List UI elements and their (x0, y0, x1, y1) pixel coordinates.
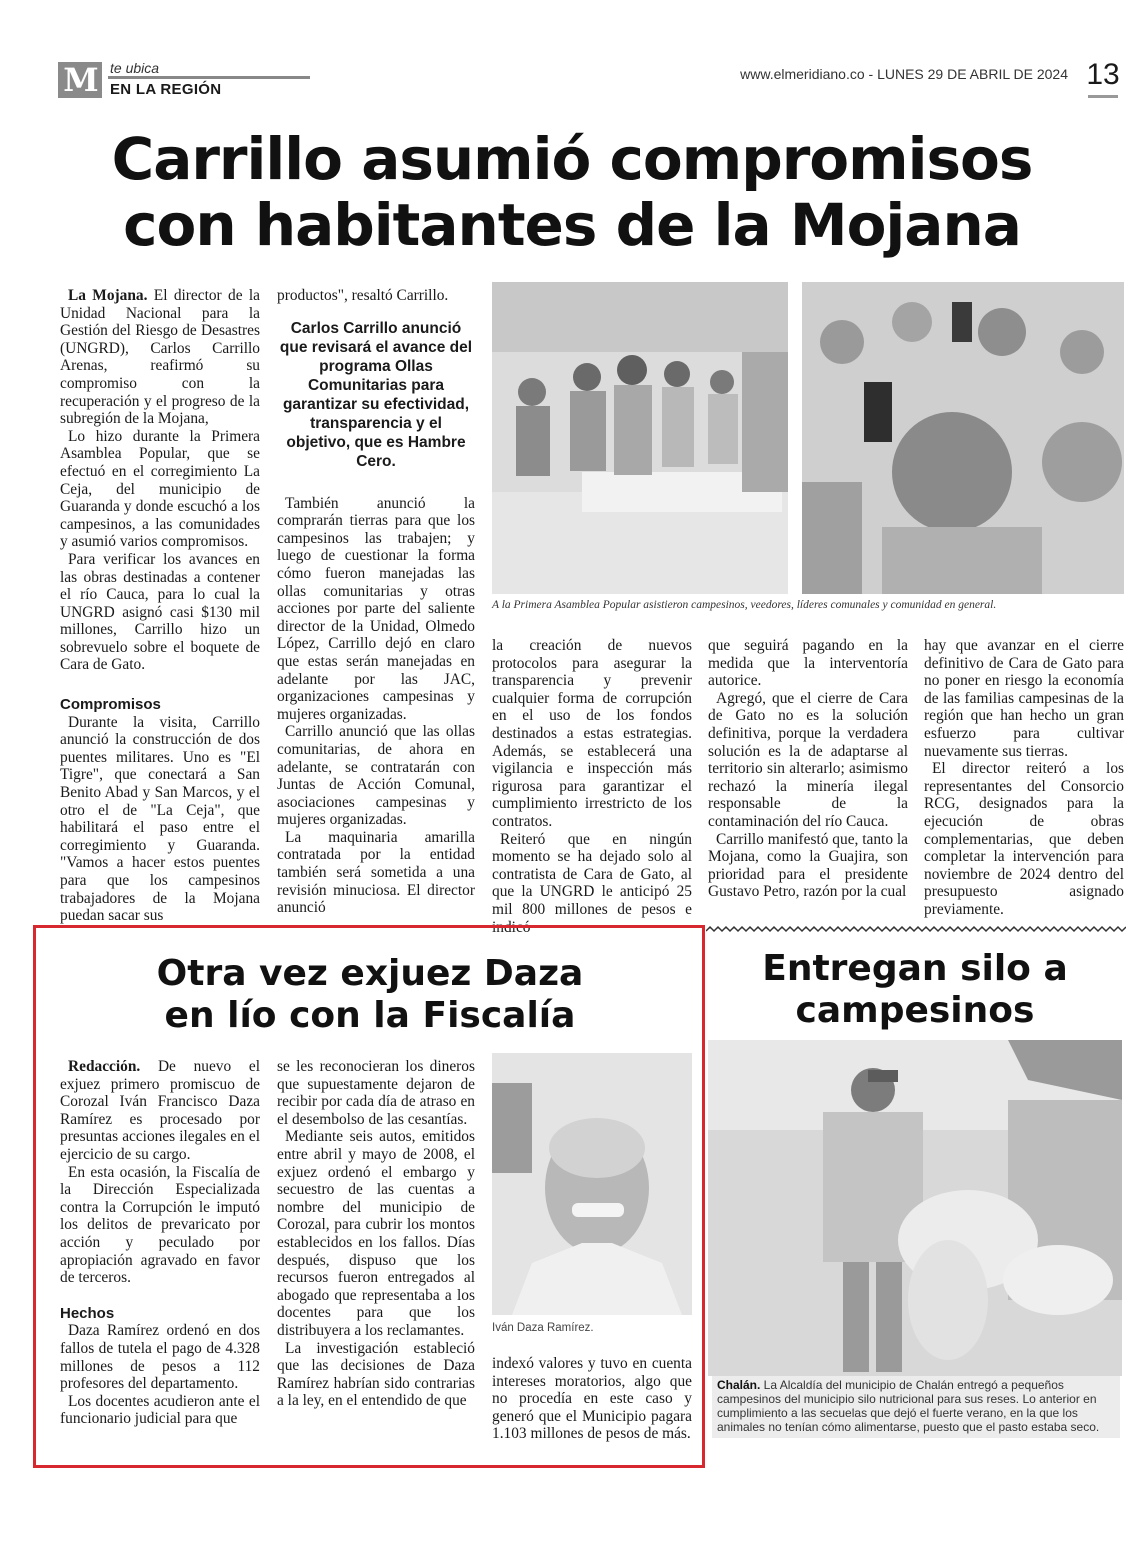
dateline: Chalán. (717, 1378, 761, 1392)
daza-headline-line2: en lío con la Fiscalía (164, 995, 576, 1036)
dateline: Redacción. (68, 1058, 141, 1075)
daza-headline (40, 953, 700, 1037)
paragraph: se les reconocieran los dineros que supuestamente dejaron de recibir por cada día de atraso en el desembolso de las cesantías. (277, 1058, 475, 1128)
assembly-photo-1-image (492, 282, 788, 594)
paragraph: También anunció la comprarán tierras para que los campesinos las trabajen; y luego de cuestionar la forma cómo fueron manejadas las ollas comunitarias y otras acciones por parte del saliente director de la Unidad, Olmedo López, Carrillo dejó en claro que estas serán manejadas en adelante por las JAC, organizaciones campesinas y mujeres organizadas. (277, 494, 475, 723)
paragraph (60, 287, 260, 428)
section-rule (108, 76, 310, 79)
main-article-col3 (492, 637, 692, 936)
subhead: Hechos (60, 1304, 115, 1322)
assembly-photo-1 (492, 282, 788, 594)
main-headline-line2: con habitantes de la Mojana (123, 191, 1021, 259)
paragraph-text: De nuevo el exjuez primero promiscuo de Corozal Iván Francisco Daza Ramírez es procesado por presuntas acciones ilegales en el ejercicio de su cargo. (60, 1058, 260, 1163)
paragraph: productos", resaltó Carrillo. (277, 287, 449, 304)
paragraph: Durante la visita, Carrillo anunció la construcción de dos puentes militares. Uno es "El Tigre", que conectará a San Benito Abad y San Marcos, y el otro el de "La Ceja", que habilitará el paso entre el corregimiento y Guaranda. "Vamos a hacer estos puentes para que los campesinos trabajadores de la Mojana puedan sacar sus (60, 713, 260, 925)
paragraph: Reiteró que en ningún momento se ha dejado solo al contratista de Cara de Gato, al que la UNGRD le anticipó 25 mil 800 millones de pesos e indicó (492, 830, 692, 936)
main-headline (30, 126, 1114, 258)
silo-caption (712, 1376, 1120, 1438)
main-article-col5 (924, 637, 1124, 919)
paragraph: indexó valores y tuvo en cuenta intereses moratorios, algo que no procedía en este caso y generó que el Municipio pagara 1.103 millones de pesos de más. (492, 1355, 692, 1443)
paragraph: que seguirá pagando en la medida que la interventoría autorice. (708, 637, 908, 690)
silo-photo (708, 1040, 1122, 1376)
main-article-col2 (277, 287, 475, 917)
paragraph: La investigación estableció que las decisiones de Daza Ramírez habrían sido contrarias a la ley, en el entendido de que (277, 1339, 475, 1410)
paragraph: Mediante seis autos, emitidos entre abril y mayo de 2008, el exjuez ordenó el embargo y secuestro de las cuentas a nombre del municipio de Corozal, para cubrir los montos establecidos en los fallos. Días después, dispuso que los recursos fueron entregados al abogado que representaba a los docentes para que los distribuyera a los reclamantes. (277, 1128, 475, 1339)
main-article-col1 (60, 287, 260, 925)
main-headline-line1: Carrillo asumió compromisos (111, 125, 1033, 193)
silo-headline-line2: campesinos (795, 990, 1035, 1031)
newspaper-logo: M (58, 62, 102, 98)
main-article-col4 (708, 637, 908, 901)
paragraph: Carrillo anunció que las ollas comunitarias, de ahora en adelante, se contratarán con Juntas de Acción Comunal, asociaciones campesinas y mujeres organizadas. (277, 723, 475, 829)
daza-photo-caption: Iván Daza Ramírez. (492, 1322, 594, 1334)
dateline: La Mojana. (68, 287, 148, 304)
pull-quote: Carlos Carrillo anunció que revisará el avance del programa Ollas Comunitarias para garantizar su efectividad, transparencia y el objetivo, que es Hambre Cero. (279, 319, 473, 470)
daza-headline-line1: Otra vez exjuez Daza (156, 953, 584, 994)
page-folio: www.elmeridiano.co - LUNES 29 DE ABRIL DE 2024 (740, 66, 1068, 82)
paragraph (60, 1058, 260, 1164)
daza-portrait (492, 1053, 692, 1315)
photo-caption: A la Primera Asamblea Popular asistieron campesinos, veedores, líderes comunales y comunidad en general. (492, 599, 997, 611)
silo-photo-image (708, 1040, 1122, 1376)
paragraph: Lo hizo durante la Primera Asamblea Popular, que se efectuó en el corregimiento La Ceja, del municipio de Guaranda y donde escuchó a los campesinos, a las comunidades y asumió varios compromisos. (60, 427, 260, 551)
page-number-rule (1088, 95, 1118, 98)
daza-portrait-image (492, 1053, 692, 1315)
daza-article-col3 (492, 1355, 692, 1443)
paragraph: Los docentes acudieron ante el funcionario judicial para que (60, 1392, 260, 1428)
section-kicker: te ubica (110, 60, 160, 76)
silo-caption-text: La Alcaldía del municipio de Chalán entregó a pequeños campesinos del municipio silo nutricional para sus reses. Lo anterior en cumplimiento a las secuelas que dejó el fuerte verano, en la que los animales no tenían cómo alimentarse, puesto que el pasto estaba seco. (717, 1378, 1100, 1434)
paragraph: la creación de nuevos protocolos para asegurar la transparencia y prevenir cualquier forma de corrupción en el uso de los fondos destinados a estas estrategias. Además, se establecerá una vigilancia e inspección más rigurosa para garantizar el cumplimiento irrestricto de los contratos. (492, 637, 692, 830)
zigzag-divider (706, 925, 1126, 933)
paragraph: Daza Ramírez ordenó en dos fallos de tutela el pago de 4.328 millones de pesos a 112 profesores del departamento. (60, 1322, 260, 1393)
assembly-photo-2-image (802, 282, 1124, 594)
silo-headline-line1: Entregan silo a (762, 948, 1068, 989)
subhead: Compromisos (60, 696, 161, 714)
page-number: 13 (1086, 58, 1120, 91)
paragraph: En esta ocasión, la Fiscalía de la Dirección Especializada contra la Corrupción le imputó los delitos de prevaricato por acción y peculado por apropiación agravado en favor de terceros. (60, 1163, 260, 1287)
paragraph: El director reiteró a los representantes del Consorcio RCG, designados para la ejecución de obras complementarias, que deben completar la intervención para noviembre de 2024 dentro del presupuesto asignado previamente. (924, 760, 1124, 918)
section-name: EN LA REGIÓN (110, 81, 222, 98)
paragraph: La maquinaria amarilla contratada por la entidad también será sometida a una revisión minuciosa. El director anunció (277, 828, 475, 917)
silo-headline (708, 948, 1122, 1032)
paragraph: hay que avanzar en el cierre definitivo de Cara de Gato para no poner en riesgo la economía de las familias campesinas de la región que han hecho un gran esfuerzo para cultivar nuevamente sus tierras. (924, 637, 1124, 760)
paragraph: Para verificar los avances en las obras destinadas a contener el río Cauca, para lo cual la UNGRD asignó casi $130 mil millones, Carrillo hizo un sobrevuelo sobre el boquete de Cara de Gato. (60, 550, 260, 674)
assembly-photo-2 (802, 282, 1124, 594)
paragraph: Agregó, que el cierre de Cara de Gato no es la solución definitiva, porque la verdadera solución es la de adaptarse al territorio sin alterarlo; asimismo rechazó la minería ilegal responsable de la contaminación del río Cauca. (708, 689, 908, 830)
paragraph-text: El director de la Unidad Nacional para la Gestión del Riesgo de Desastres (UNGRD), Carlos Carrillo Arenas, reafirmó su compromiso con la recuperación y el progreso de la subregión de la Mojana, (60, 287, 260, 428)
paragraph: Carrillo manifestó que, tanto la Mojana, como la Guajira, son prioridad para el presidente Gustavo Petro, razón por la cual (708, 830, 908, 901)
daza-article-col2 (277, 1058, 475, 1410)
daza-article-col1 (60, 1058, 260, 1428)
